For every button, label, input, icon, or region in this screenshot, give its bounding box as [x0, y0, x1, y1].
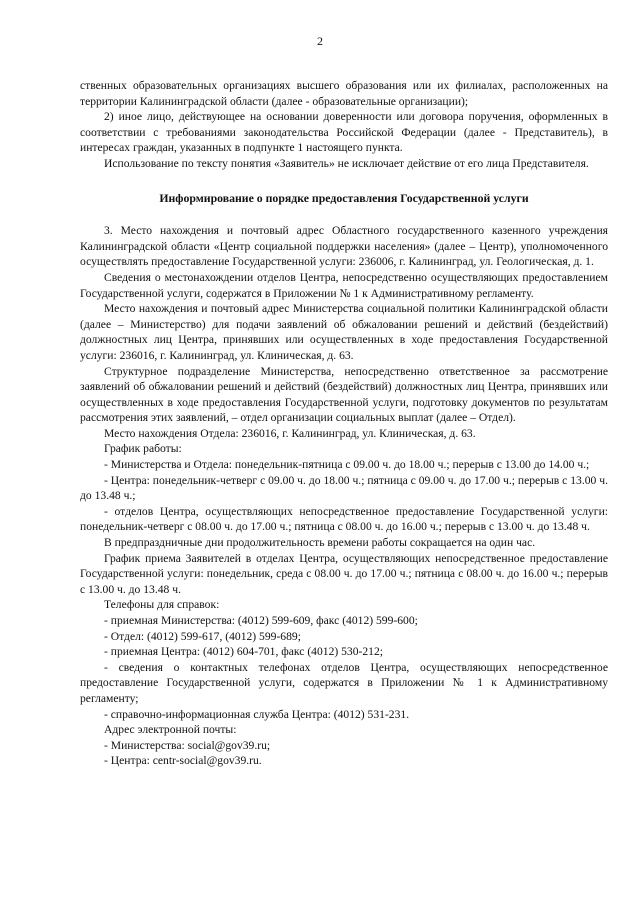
phone-item: - приемная Центра: (4012) 604-701, факс (4012) 530-212; [104, 645, 383, 659]
page-number: 2 [317, 34, 323, 48]
schedule-item: - отделов Центра, осуществляющих непосредственное предоставление Государственной услуги: понедельник-четверг с 08.00 ч. до 17.00 ч.; пятница с 08.00 ч. до 16.00 ч.; перерыв с 13.00 ч. до 13.48 ч. [80, 504, 608, 534]
paragraph: Использование по тексту понятия «Заявитель» не исключает действие от его лица Представителя. [104, 156, 589, 170]
paragraph: Телефоны для справок: [104, 598, 220, 612]
paragraph: Место нахождения и почтовый адрес Министерства социальной политики Калининградской области (далее – Министерство) для подачи заявлений об обжаловании решений и действий (бездействий) должностных лиц Центра, принявших или осуществленных в ходе предоставления Государственной услуги: 236016, г. Калининград, ул. Клиническая, д. 63. [80, 302, 608, 362]
paragraph: График приема Заявителей в отделах Центра, осуществляющих непосредственное предоставление Государственной услуги: понедельник, среда с 08.00 ч. до 17.00 ч.; пятница с 08.00 ч. до 16.00 ч.; перерыв с 13.00 ч. до 13.48 ч. [80, 551, 608, 596]
document-body [80, 78, 608, 769]
phone-item: - сведения о контактных телефонах отделов Центра, осуществляющих непосредственное предоставление Государственной услуги, содержатся в Приложении № 1 к Административному регламенту; [80, 660, 608, 705]
paragraph: Место нахождения Отдела: 236016, г. Калининград, ул. Клиническая, д. 63. [104, 426, 476, 440]
paragraph: 2) иное лицо, действующее на основании доверенности или договора поручения, оформленных в соответствии с требованиями законодательства Российской Федерации (далее - Представитель), в интересах граждан, указанных в подпункте 1 настоящего пункта. [80, 110, 608, 155]
schedule-item: - Министерства и Отдела: понедельник-пятница с 09.00 ч. до 18.00 ч.; перерыв с 13.00 до 14.00 ч.; [104, 458, 590, 472]
paragraph: График работы: [104, 442, 182, 456]
paragraph: Адрес электронной почты: [104, 723, 237, 737]
phone-item: - Отдел: (4012) 599-617, (4012) 599-689; [104, 629, 301, 643]
section-heading: Информирование о порядке предоставления Государственной услуги [159, 190, 529, 205]
paragraph: ственных образовательных организациях высшего образования или их филиалах, расположенных на территории Калининградской области (далее - образовательные организации); [80, 79, 608, 108]
phone-item: - приемная Министерства: (4012) 599-609, факс (4012) 599-600; [104, 614, 418, 627]
schedule-item: - Центра: понедельник-четверг с 09.00 ч. до 18.00 ч.; пятница с 09.00 ч. до 17.00 ч.; перерыв с 13.00 ч. до 13.48 ч.; [80, 473, 608, 503]
paragraph: В предпраздничные дни продолжительность времени работы сокращается на один час. [104, 536, 536, 550]
phone-item: - справочно-информационная служба Центра: (4012) 531-231. [104, 707, 410, 721]
email-item: - Министерства: social@gov39.ru; [104, 738, 271, 752]
paragraph: Сведения о местонахождении отделов Центра, непосредственно осуществляющих предоставлением Государственной услуги, содержатся в Приложении № 1 к Административному регламенту. [80, 270, 608, 300]
paragraph: 3. Место нахождения и почтовый адрес Областного государственного казенного учреждения Калининградской области «Центр социальной поддержки населения» (далее – Центр), уполномоченного осуществлять предоставление Государственной услуги: 236006, г. Калининград, ул. Геологическая, д. 1. [80, 224, 608, 269]
email-item: - Центра: centr-social@gov39.ru. [104, 754, 262, 768]
paragraph: Структурное подразделение Министерства, непосредственно ответственное за рассмотрение заявлений об обжаловании решений и действий (бездействий) должностных лиц Центра, принявших или осуществленных в ходе предоставления Государственной услуги, подготовку документов по результатам рассмотрения этих заявлений, – отдел организации социальных выплат (далее – Отдел). [80, 364, 608, 425]
